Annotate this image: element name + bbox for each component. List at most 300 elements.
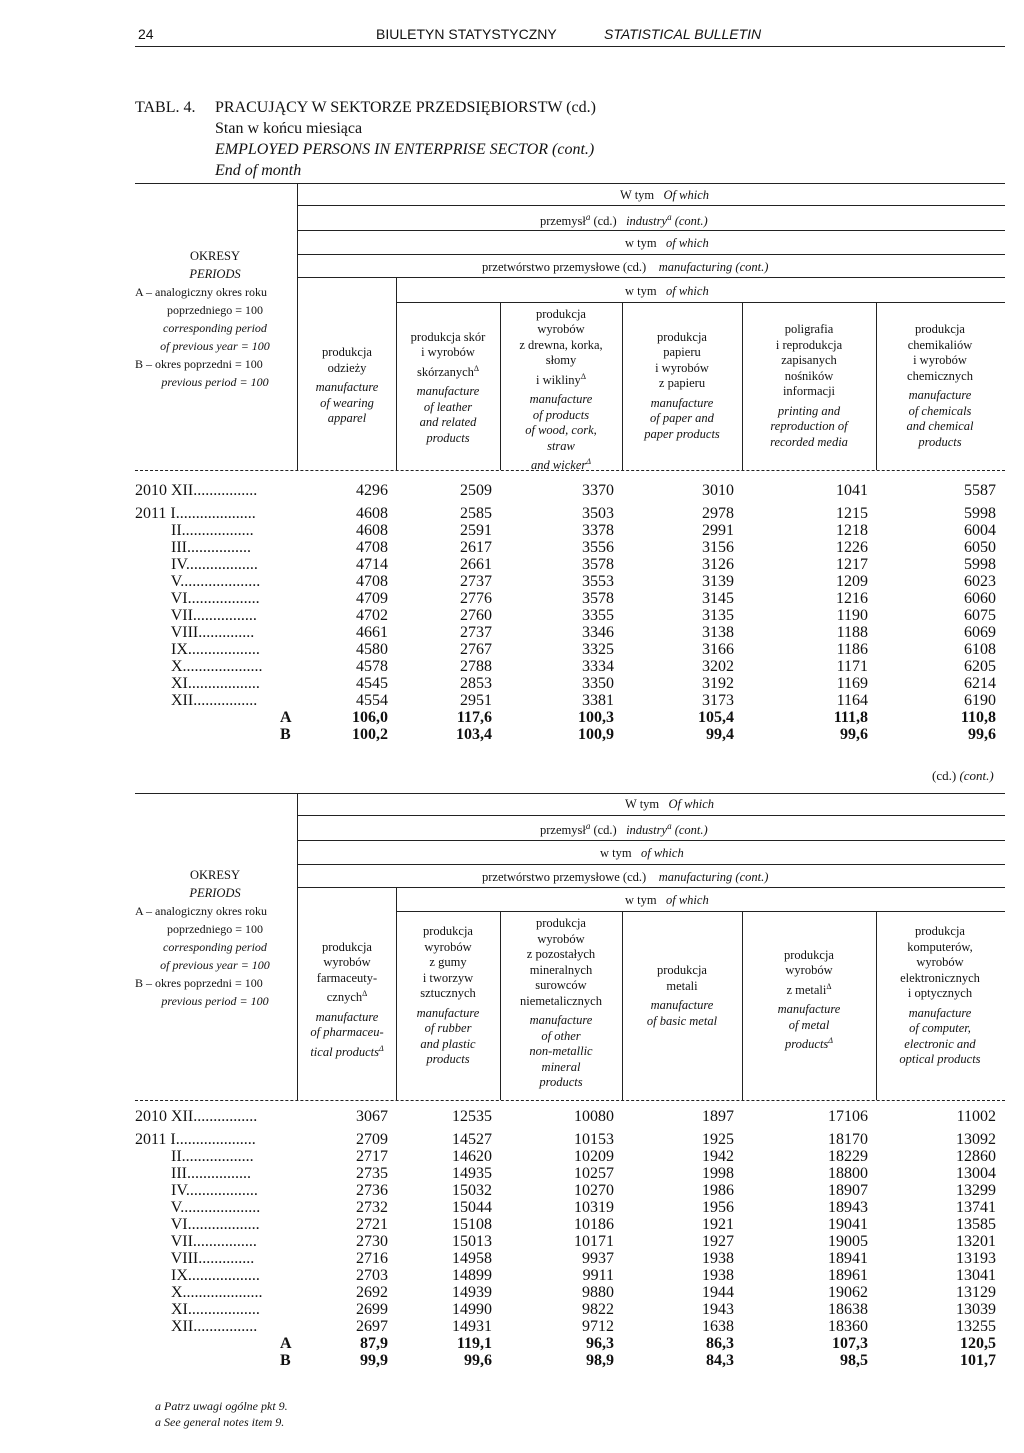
table-cell: 1188 — [836, 624, 868, 641]
column-header-pl-line: wyrobów — [424, 939, 472, 954]
table-cell: 3145 — [702, 590, 734, 607]
table-row — [0, 692, 1024, 709]
table-row — [0, 1108, 1024, 1125]
spanner-cd-label: (cd.) — [593, 214, 617, 229]
column-header-pl-line: cznych$^\Delta$ — [326, 989, 368, 1005]
table-cell: 4661 — [356, 624, 388, 641]
table-cell: 3334 — [582, 658, 614, 675]
table-title-pl: PRACUJĄCY W SEKTORZE PRZEDSIĘBIORSTW (cd.) — [215, 99, 596, 116]
column-header-pl-line: elektronicznych — [900, 970, 980, 985]
table-cell: 105,4 — [698, 709, 734, 726]
column-header-pl-line: odzieży — [327, 360, 367, 375]
table-cell: 2736 — [356, 1182, 388, 1199]
table-cell: 119,1 — [456, 1335, 492, 1352]
column-header-pl-line: produkcja — [657, 329, 707, 344]
column-header-pl-line: produkcja — [915, 322, 965, 336]
table-row — [0, 709, 1024, 726]
column-header-en-line: and plastic — [420, 1036, 476, 1051]
table-cell: 4580 — [356, 641, 388, 658]
spanner-wtym-s2-3 — [625, 893, 709, 908]
stub-a-en-2: of previous year = 100 — [160, 958, 270, 972]
section2-header-bottom-rule — [135, 1100, 1005, 1101]
table-cell: 2776 — [460, 590, 492, 607]
table-cell: 1956 — [702, 1199, 734, 1216]
table-cell: 18800 — [828, 1165, 868, 1182]
stub-periods: PERIODS — [189, 267, 241, 281]
spanner-ofwhich-label: Of which — [663, 188, 710, 202]
column-header — [749, 322, 869, 450]
spanner-rule-s2-1 — [297, 815, 1005, 816]
spanner-wtym-third: w tym — [625, 284, 657, 298]
stub-b-en: previous period = 100 — [161, 375, 269, 389]
table-cell: 2951 — [460, 692, 492, 709]
table-cell: 18360 — [828, 1318, 868, 1335]
table-cell: 9911 — [582, 1267, 614, 1284]
table-cell: 6214 — [964, 675, 996, 692]
column-header-pl-line: chemikaliów — [907, 337, 973, 352]
footnote-en: a See general notes item 9. — [155, 1415, 285, 1429]
table-cell: 2760 — [460, 607, 492, 624]
table-cell: 1190 — [836, 607, 868, 624]
table-cell: 13741 — [956, 1199, 996, 1216]
table-cell: 19005 — [828, 1233, 868, 1250]
table-cell: 17106 — [828, 1108, 868, 1125]
column-header-pl-line: i wyrobów — [913, 353, 967, 367]
table-cell: 14939 — [452, 1284, 492, 1301]
column-header — [622, 330, 742, 443]
column-header-en-line: of computer, — [909, 1021, 971, 1036]
table-cell: 1998 — [702, 1165, 734, 1182]
stub-a-en-1: corresponding period — [163, 940, 267, 954]
table-cell: 1938 — [702, 1250, 734, 1267]
table-cell: 15108 — [452, 1216, 492, 1233]
table-cell: 13129 — [956, 1284, 996, 1301]
table-row — [0, 726, 1024, 743]
table-cell: 5998 — [964, 556, 996, 573]
footnote-a-marker: a — [667, 821, 672, 831]
column-header-pl-line: wyrobów — [537, 931, 585, 946]
table-cell: 86,3 — [706, 1335, 734, 1352]
spanner-przetworstwo-label: przetwórstwo przemysłowe (cd.) — [482, 260, 647, 274]
table-cell: 3381 — [582, 692, 614, 709]
table-cell: 6190 — [964, 692, 996, 709]
column-header-pl-line: produkcja — [784, 947, 834, 962]
delta-marker: Δ — [826, 981, 832, 991]
table-cell: 1938 — [702, 1267, 734, 1284]
table-cell: 6050 — [964, 539, 996, 556]
column-header-pl-line: z metali$^\Delta$ — [786, 981, 832, 997]
stub-okresy: OKRESY — [189, 868, 240, 882]
table-row — [0, 1182, 1024, 1199]
column-header-en-line: manufacture — [315, 1009, 379, 1024]
table-cell: 6075 — [964, 607, 996, 624]
column-header-pl-line: z drewna, korka, — [519, 337, 603, 352]
table-row — [0, 573, 1024, 590]
spanner-wtym-s2-1 — [625, 797, 714, 812]
table-row — [0, 590, 1024, 607]
table-cell: 110,8 — [960, 709, 996, 726]
column-header-pl-line: niemetalicznych — [520, 993, 602, 1008]
footnote-a-marker: a — [667, 212, 672, 222]
column-header-en-line: products — [918, 434, 962, 449]
column-header-en-line: mineral — [541, 1059, 581, 1074]
stub-periods: PERIODS — [189, 886, 241, 900]
stub-b-pl: B – okres poprzedni = 100 — [135, 976, 263, 990]
table-cell: 2617 — [460, 539, 492, 556]
table-cell: 1638 — [702, 1318, 734, 1335]
table-cell: 3010 — [702, 482, 734, 499]
table-cell: 3370 — [582, 482, 614, 499]
table-row — [0, 1233, 1024, 1250]
column-header-en-line: manufacture — [315, 380, 379, 395]
table-cell: 18941 — [828, 1250, 868, 1267]
row-label: II.................. — [135, 522, 254, 539]
column-header-pl-line: wyrobów — [537, 322, 585, 336]
column-header — [501, 307, 621, 474]
table-cell: 18907 — [828, 1182, 868, 1199]
column-header-en-line: and related — [419, 415, 477, 430]
delta-marker: Δ — [362, 989, 368, 999]
table-cell: 4708 — [356, 539, 388, 556]
table-cell: 2703 — [356, 1267, 388, 1284]
table-cell: 9822 — [582, 1301, 614, 1318]
table-cell: 13041 — [956, 1267, 996, 1284]
row-label: VII................ — [135, 1233, 257, 1250]
row-label: B — [280, 726, 291, 743]
table-cell: 9937 — [582, 1250, 614, 1267]
table-row — [0, 675, 1024, 692]
column-header-en-line: manufacture — [650, 395, 714, 410]
footnote-a-marker: a — [585, 821, 591, 831]
column-header-pl-line: sztucznych — [420, 986, 476, 1001]
column-header-pl-line: wyrobów — [323, 955, 371, 970]
column-header-pl-line: produkcja — [322, 939, 372, 954]
table-cell: 13299 — [956, 1182, 996, 1199]
table-cell: 2591 — [460, 522, 492, 539]
column-header-pl-line: nośników — [784, 368, 834, 383]
table-cell: 3138 — [702, 624, 734, 641]
table-cell: 10209 — [574, 1148, 614, 1165]
table-cell: 14931 — [452, 1318, 492, 1335]
table-cell: 4714 — [356, 556, 388, 573]
table-cell: 13039 — [956, 1301, 996, 1318]
row-label: 2011 I.................... — [135, 505, 256, 522]
table-cell: 10080 — [574, 1108, 614, 1125]
column-header-pl-line: chemicznych — [907, 368, 973, 383]
column-header-en-line: manufacture — [529, 1013, 593, 1027]
delta-marker: Δ — [378, 1043, 384, 1053]
stub-a-pl-1: A – analogiczny okres roku — [135, 285, 267, 299]
table-cell: 1226 — [836, 539, 868, 556]
column-header-pl-line: produkcja — [536, 916, 586, 930]
table-cell: 10319 — [574, 1199, 614, 1216]
column-header-en-line: of wood, cork, — [525, 423, 597, 438]
column-header-pl-line: informacji — [782, 384, 836, 398]
column-header-pl-line: z pozostałych — [526, 947, 596, 961]
stub-section1 — [135, 247, 295, 391]
table-cell: 1942 — [702, 1148, 734, 1165]
column-header-pl-line: z gumy — [429, 955, 467, 970]
spanner-przetworstwo-label: przetwórstwo przemysłowe (cd.) — [482, 870, 647, 884]
table-cell: 10171 — [574, 1233, 614, 1250]
table-cell: 14935 — [452, 1165, 492, 1182]
col-divider — [742, 911, 743, 1100]
table-title-en: EMPLOYED PERSONS IN ENTERPRISE SECTOR (cont.) — [215, 141, 595, 158]
spanner-cont-label: (cont.) — [674, 214, 708, 229]
table-cell: 1921 — [702, 1216, 734, 1233]
table-cell: 3067 — [356, 1108, 388, 1125]
row-label: A — [280, 709, 292, 726]
table-subtitle-pl: Stan w końcu miesiąca — [215, 120, 363, 137]
table-cell: 19062 — [828, 1284, 868, 1301]
table-cell: 19041 — [828, 1216, 868, 1233]
table-cell: 3346 — [582, 624, 614, 641]
row-label: II.................. — [135, 1148, 254, 1165]
table-cell: 100,2 — [352, 726, 388, 743]
table-cell: 99,6 — [464, 1352, 492, 1369]
table-cell: 1215 — [836, 505, 868, 522]
table-cell: 6205 — [964, 658, 996, 675]
table-cell: 13585 — [956, 1216, 996, 1233]
column-header-en-line: of leather — [423, 399, 473, 414]
spanner-rule-5 — [396, 302, 1005, 303]
table-cell: 3139 — [702, 573, 734, 590]
continuation-cd: (cd.) — [932, 768, 957, 783]
table-cell: 1943 — [702, 1301, 734, 1318]
spanner-industry-label: industry — [626, 823, 668, 838]
column-header-pl-line: zapisanych — [781, 353, 837, 367]
table-cell: 1897 — [702, 1108, 734, 1125]
stub-b-en: previous period = 100 — [161, 994, 269, 1008]
table-row — [0, 607, 1024, 624]
col-divider — [742, 302, 743, 470]
row-label: IX.................. — [135, 641, 260, 658]
table-cell: 3378 — [582, 522, 614, 539]
table-row — [0, 1301, 1024, 1318]
table-cell: 2709 — [356, 1131, 388, 1148]
spanner-rule-3 — [297, 254, 1005, 255]
row-label: III................ — [135, 1165, 251, 1182]
row-label: VI.................. — [135, 1216, 260, 1233]
table-cell: 13201 — [956, 1233, 996, 1250]
table-cell: 101,7 — [960, 1352, 996, 1369]
column-header-en-line: non-metallic — [529, 1044, 593, 1058]
column-header-pl-line: słomy — [545, 353, 577, 367]
table-cell: 6060 — [964, 590, 996, 607]
spanner-rule-s2-5 — [396, 911, 1005, 912]
column-header-en-line: optical products — [899, 1052, 981, 1067]
spanner-przetworstwo-1 — [482, 260, 768, 275]
table-cell: 13004 — [956, 1165, 996, 1182]
col-divider — [876, 911, 877, 1100]
table-cell: 3126 — [702, 556, 734, 573]
row-label: IV.................. — [135, 1182, 258, 1199]
table-cell: 3355 — [582, 607, 614, 624]
spanner-rule-1 — [297, 205, 1005, 206]
spanner-przemysl-1 — [540, 212, 708, 229]
row-label: 2011 I.................... — [135, 1131, 256, 1148]
table-row — [0, 482, 1024, 499]
table-cell: 14899 — [452, 1267, 492, 1284]
stub-a-en-2: of previous year = 100 — [160, 339, 270, 353]
row-label: V.................... — [135, 1199, 261, 1216]
table-cell: 4708 — [356, 573, 388, 590]
column-header-pl-line: wyrobów — [785, 963, 833, 977]
table-cell: 4578 — [356, 658, 388, 675]
table-cell: 3553 — [582, 573, 614, 590]
table-cell: 3578 — [582, 590, 614, 607]
table-cell: 6069 — [964, 624, 996, 641]
delta-marker: Δ — [580, 371, 586, 381]
column-header-en-line: products — [426, 430, 470, 445]
column-header-pl-line: z papieru — [658, 376, 706, 391]
column-header-pl-line: produkcja skór — [410, 329, 486, 344]
table-cell: 2732 — [356, 1199, 388, 1216]
bulletin-title-pl: BIULETYN STATYSTYCZNY — [376, 26, 557, 42]
table-cell: 2661 — [460, 556, 492, 573]
table-row — [0, 1352, 1024, 1369]
table-cell: 5587 — [964, 482, 996, 499]
column-header — [880, 322, 1000, 450]
spanner-przemysl-s2 — [540, 821, 708, 838]
table-row — [0, 556, 1024, 573]
spanner-wtym-lower: w tym — [625, 236, 657, 250]
stub-a-pl-2: poprzedniego = 100 — [166, 922, 264, 936]
column-header-pl-line: produkcja — [657, 963, 707, 977]
column-header-pl-line: i tworzyw — [422, 970, 474, 985]
section1-top-rule — [135, 183, 1005, 184]
table-cell: 2585 — [460, 505, 492, 522]
table-cell: 3503 — [582, 505, 614, 522]
table-cell: 1216 — [836, 590, 868, 607]
table-cell: 3325 — [582, 641, 614, 658]
column-header-pl-line: produkcja — [322, 345, 372, 360]
table-row — [0, 624, 1024, 641]
table-cell: 111,8 — [833, 709, 868, 726]
table-row — [0, 522, 1024, 539]
table-cell: 96,3 — [586, 1335, 614, 1352]
table-cell: 4608 — [356, 522, 388, 539]
table-cell: 4545 — [356, 675, 388, 692]
row-label: VI.................. — [135, 590, 260, 607]
column-header-en-line: manufacture — [416, 1005, 480, 1020]
row-label: X.................... — [135, 658, 263, 675]
table-cell: 2991 — [702, 522, 734, 539]
table-cell: 3135 — [702, 607, 734, 624]
table-row — [0, 1148, 1024, 1165]
table-cell: 100,3 — [578, 709, 614, 726]
column-header-en-line: electronic and — [904, 1036, 976, 1051]
table-cell: 15013 — [452, 1233, 492, 1250]
table-row — [0, 1267, 1024, 1284]
table-cell: 2716 — [356, 1250, 388, 1267]
column-header-en-line: products — [426, 1052, 470, 1067]
table-row — [0, 1165, 1024, 1182]
spanner-wtym-3 — [625, 284, 709, 299]
table-cell: 106,0 — [352, 709, 388, 726]
table-row — [0, 1250, 1024, 1267]
table-cell: 1209 — [836, 573, 868, 590]
table-row — [0, 1216, 1024, 1233]
row-label: 2010 XII................ — [135, 1108, 258, 1125]
spanner-ofwhich-label: Of which — [668, 797, 715, 811]
table-cell: 120,5 — [960, 1335, 996, 1352]
spanner-wtym-1 — [620, 188, 709, 203]
column-header-pl-line: i optycznych — [907, 986, 973, 1001]
table-cell: 3166 — [702, 641, 734, 658]
header-rule — [135, 46, 1005, 47]
stub-b-pl: B – okres poprzedni = 100 — [135, 357, 263, 371]
table-cell: 99,6 — [840, 726, 868, 743]
table-cell: 6023 — [964, 573, 996, 590]
column-header-en-line: manufacture — [529, 392, 593, 407]
table-cell: 3350 — [582, 675, 614, 692]
column-header-pl-line: produkcja — [915, 924, 965, 939]
column-header-pl-line: metali — [666, 978, 698, 993]
table-cell: 3578 — [582, 556, 614, 573]
spanner-ofwhich-lower: of which — [640, 846, 684, 860]
table-cell: 18943 — [828, 1199, 868, 1216]
column-header-pl-line: mineralnych — [529, 962, 593, 977]
row-label: X.................... — [135, 1284, 263, 1301]
spanner-rule-2 — [297, 230, 1005, 231]
column-header-pl-line: poligrafia — [784, 322, 834, 336]
table-row — [0, 641, 1024, 658]
table-cell: 99,4 — [706, 726, 734, 743]
table-cell: 18229 — [828, 1148, 868, 1165]
table-cell: 3156 — [702, 539, 734, 556]
table-cell: 100,9 — [578, 726, 614, 743]
table-cell: 6108 — [964, 641, 996, 658]
row-label: VIII.............. — [135, 624, 255, 641]
table-cell: 3556 — [582, 539, 614, 556]
spanner-wtym-third: w tym — [625, 893, 657, 907]
table-cell: 2717 — [356, 1148, 388, 1165]
table-cell: 1986 — [702, 1182, 734, 1199]
section1-header-bottom-rule — [135, 470, 1005, 471]
spanner-rule-s2-3 — [297, 864, 1005, 865]
table-cell: 107,3 — [832, 1335, 868, 1352]
table-cell: 9880 — [582, 1284, 614, 1301]
table-cell: 1041 — [836, 482, 868, 499]
table-cell: 10186 — [574, 1216, 614, 1233]
spanner-rule-4 — [297, 277, 1005, 278]
table-cell: 2737 — [460, 573, 492, 590]
spanner-ofwhich-lower: of which — [665, 236, 709, 250]
delta-marker: Δ — [473, 363, 480, 373]
column-header-en-line: and chemical — [906, 419, 974, 433]
table-cell: 4709 — [356, 590, 388, 607]
column-header — [388, 330, 508, 447]
table-cell: 99,9 — [360, 1352, 388, 1369]
table-cell: 13092 — [956, 1131, 996, 1148]
column-header-en-line: of metal — [788, 1017, 830, 1032]
table-cell: 10257 — [574, 1165, 614, 1182]
table-cell: 2767 — [460, 641, 492, 658]
table-cell: 11002 — [956, 1108, 996, 1125]
table-cell: 3192 — [702, 675, 734, 692]
column-header-pl-line: papieru — [663, 345, 701, 360]
continuation-cont: (cont.) — [959, 768, 994, 783]
table-cell: 4702 — [356, 607, 388, 624]
column-header-pl-line: produkcja — [536, 306, 586, 321]
table-row — [0, 1335, 1024, 1352]
table-cell: 2692 — [356, 1284, 388, 1301]
column-header-pl-line: produkcja — [423, 924, 473, 939]
table-cell: 117,6 — [456, 709, 492, 726]
column-header-en-line: printing and — [777, 403, 841, 418]
column-header-en-line: straw — [547, 438, 575, 453]
